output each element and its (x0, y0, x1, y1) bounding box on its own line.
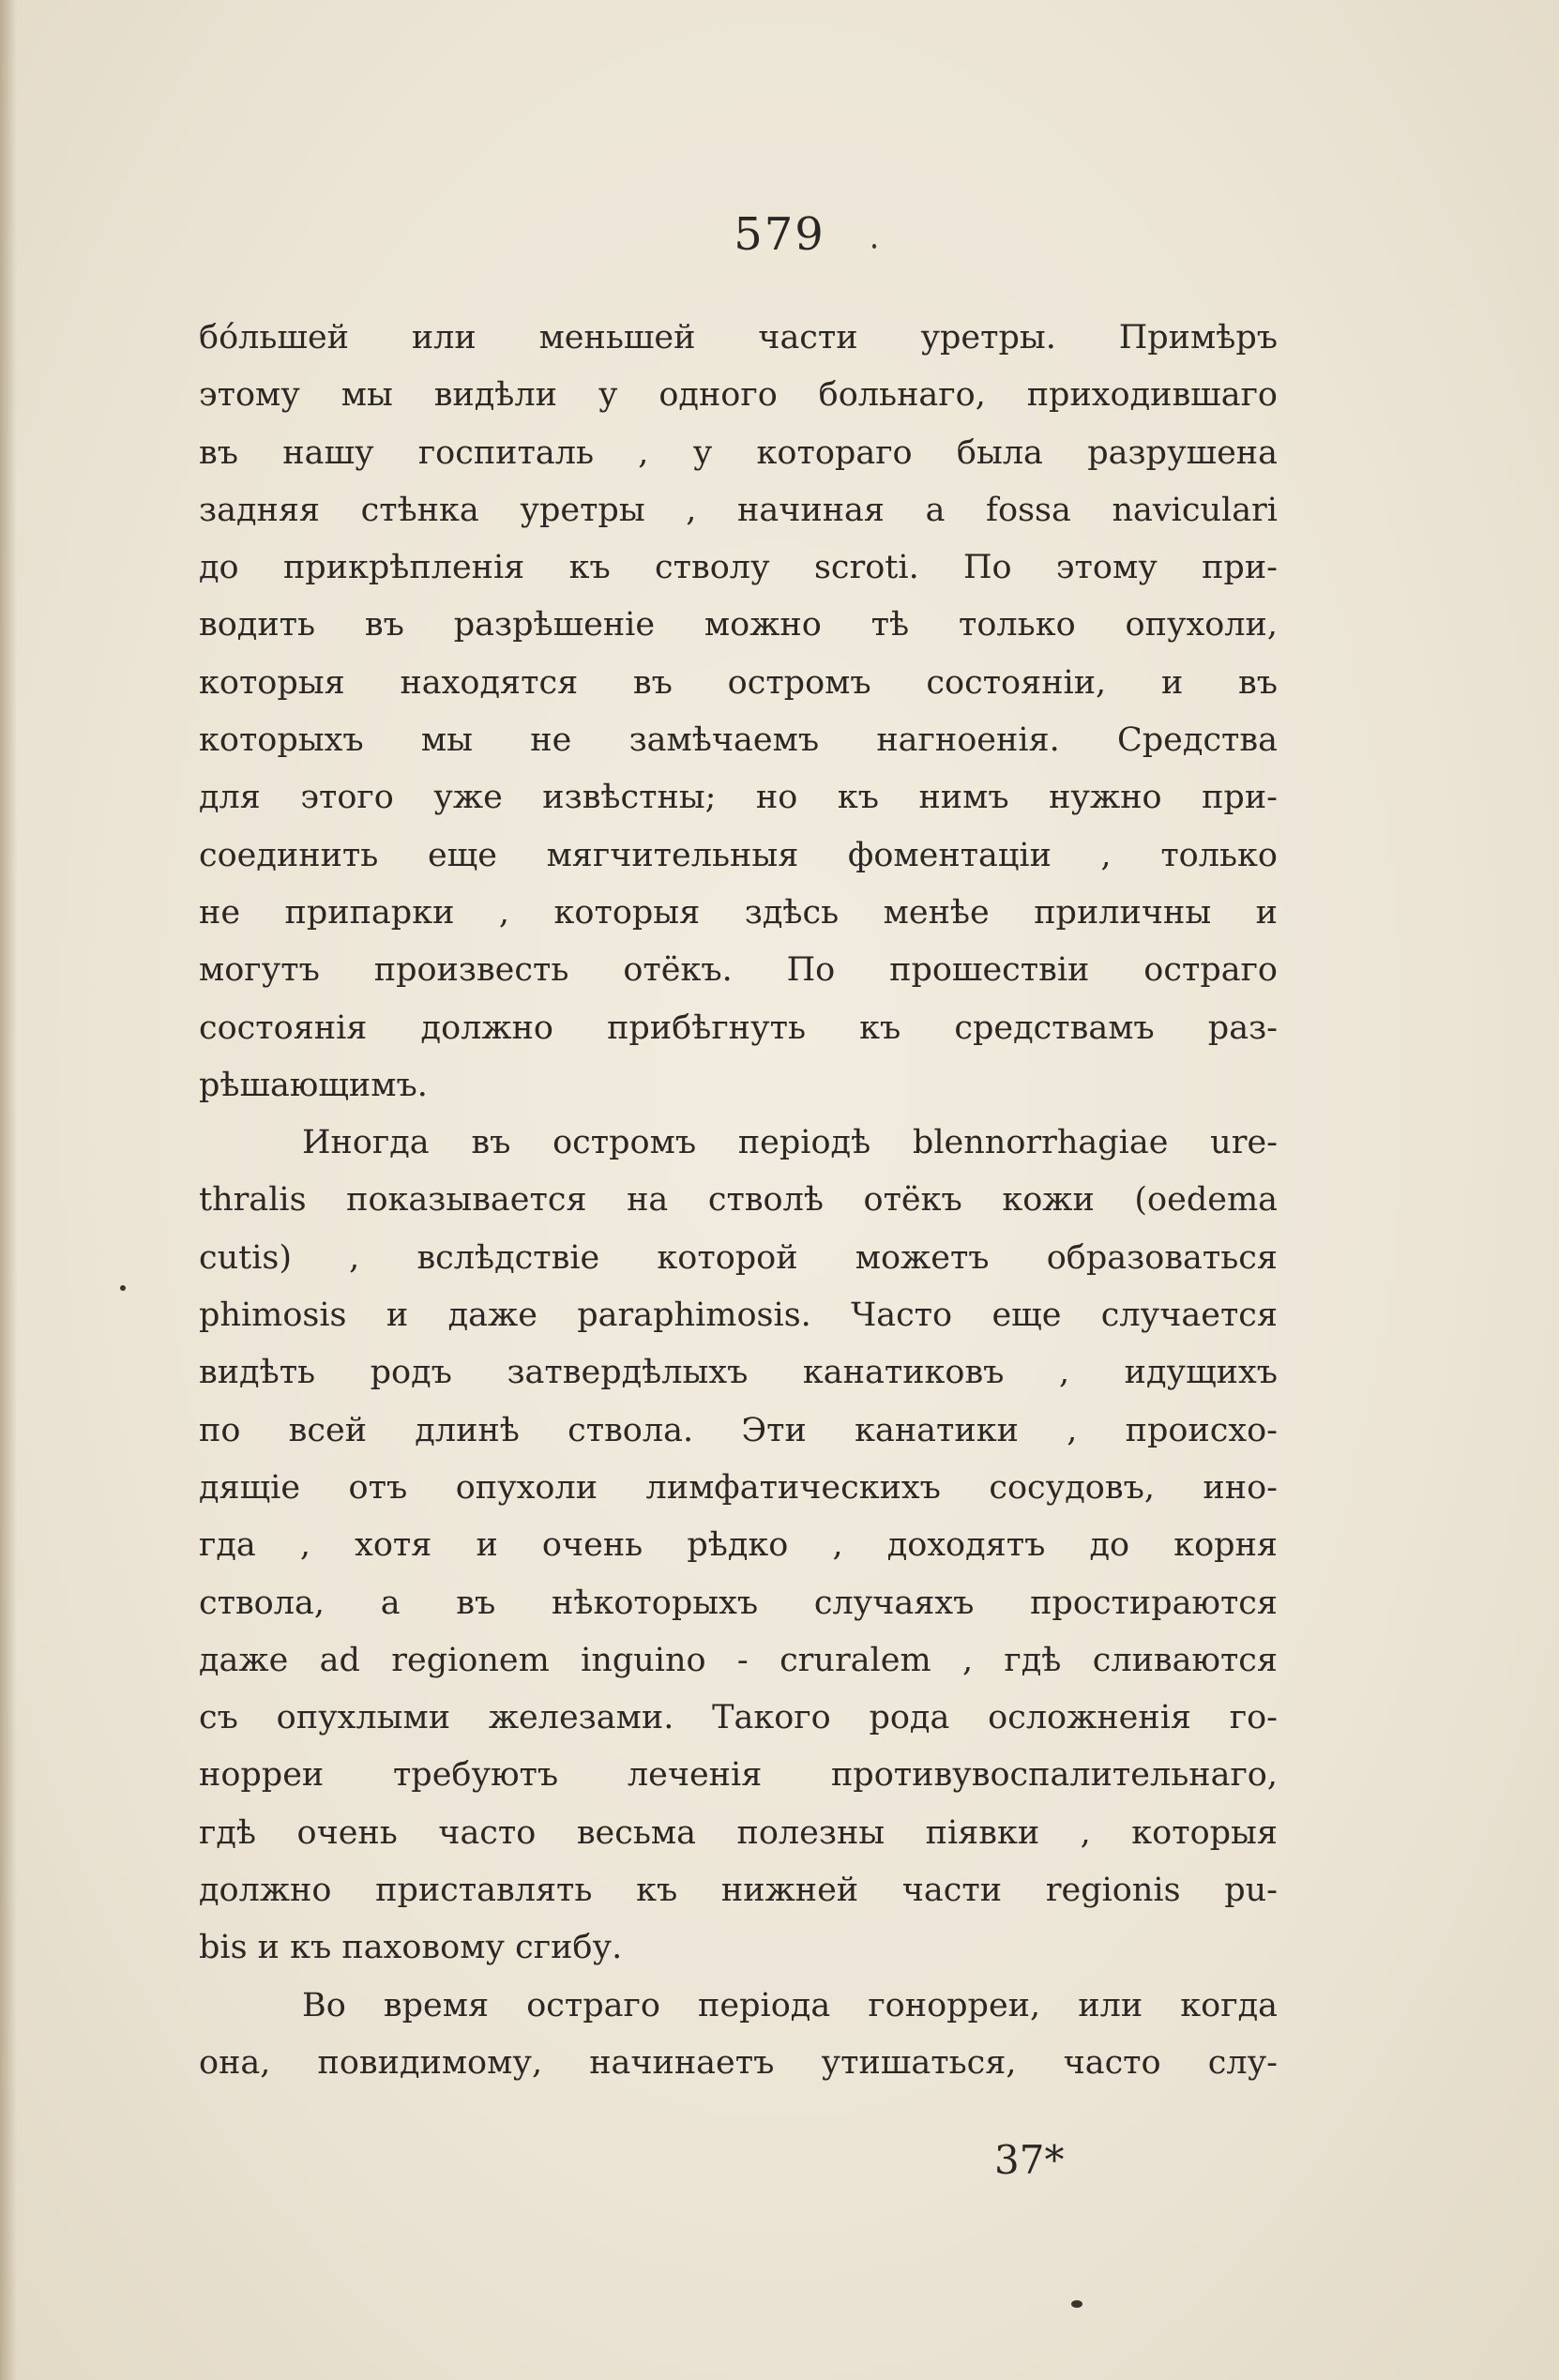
ink-speck (1071, 2300, 1082, 2308)
text-line: состоянія должно прибѣгнуть къ средствамъ раз- (199, 1008, 1278, 1047)
signature-mark: 37* (994, 2137, 1065, 2183)
text-line: видѣть родъ затвердѣлыхъ канатиковъ , идущихъ (199, 1354, 1278, 1392)
text-line: должно приставлять къ нижней части regionis pu- (199, 1872, 1278, 1910)
text-line: норреи требуютъ леченія противувоспалительнаго, (199, 1756, 1278, 1795)
body-text (199, 310, 1278, 2092)
text-line: ствола, а въ нѣкоторыхъ случаяхъ простираются (199, 1584, 1278, 1622)
text-line: до прикрѣпленія къ стволу scroti. По этому при- (199, 549, 1278, 587)
text-line: по всей длинѣ ствола. Эти канатики , происхо- (199, 1411, 1278, 1449)
text-line: соединить еще мягчительныя фоментаціи , только (199, 836, 1278, 874)
text-line: съ опухлыми железами. Такого рода осложненія го- (199, 1699, 1278, 1737)
text-line: задняя стѣнка уретры , начиная a fossa naviculari (199, 491, 1278, 529)
text-line: Во время остраго періода гонорреи, или когда (302, 1986, 1278, 2024)
ink-speck (872, 244, 876, 249)
text-line: которыхъ мы не замѣчаемъ нагноенія. Средства (199, 721, 1278, 760)
text-line: для этого уже извѣстны; но къ нимъ нужно при- (199, 779, 1278, 817)
text-line: рѣшающимъ. (199, 1066, 428, 1104)
text-line: этому мы видѣли у одного больнаго, приходившаго (199, 376, 1278, 415)
text-line: Иногда въ остромъ періодѣ blennorrhagiae ure- (302, 1124, 1278, 1162)
text-line: которыя находятся въ остромъ состояніи, и въ (199, 663, 1278, 702)
text-line: дящіе отъ опухоли лимфатическихъ сосудовъ, ино- (199, 1468, 1278, 1507)
text-line: не припарки , которыя здѣсь менѣе приличны и (199, 893, 1278, 932)
text-line: phimosis и даже paraphimosis. Часто еще случается (199, 1296, 1278, 1335)
text-line: даже ad regionem inguino - cruralem , гдѣ сливаются (199, 1641, 1278, 1679)
text-line: водить въ разрѣшеніе можно тѣ только опухоли, (199, 606, 1278, 644)
text-line: бóльшей или меньшей части уретры. Примѣръ (199, 319, 1278, 356)
text-line: гда , хотя и очень рѣдко , доходятъ до корня (199, 1526, 1278, 1565)
text-line: въ нашу госпиталь , у котораго была разрушена (199, 433, 1278, 472)
text-line: thralis показывается на стволѣ отёкъ кожи (oedema (199, 1181, 1278, 1220)
page-number: 579 (734, 208, 825, 261)
text-line: она, повидимому, начинаетъ утишаться, часто слу- (199, 2043, 1278, 2082)
text-line: гдѣ очень часто весьма полезны піявки , которыя (199, 1813, 1278, 1852)
text-line: cutis) , вслѣдствіе которой можетъ образоваться (199, 1238, 1278, 1277)
text-line: bis и къ паховому сгибу. (199, 1929, 623, 1967)
text-line: могутъ произвесть отёкъ. По прошествіи остраго (199, 951, 1278, 990)
ink-speck (120, 1285, 126, 1291)
page-edge-shadow (0, 0, 17, 2380)
